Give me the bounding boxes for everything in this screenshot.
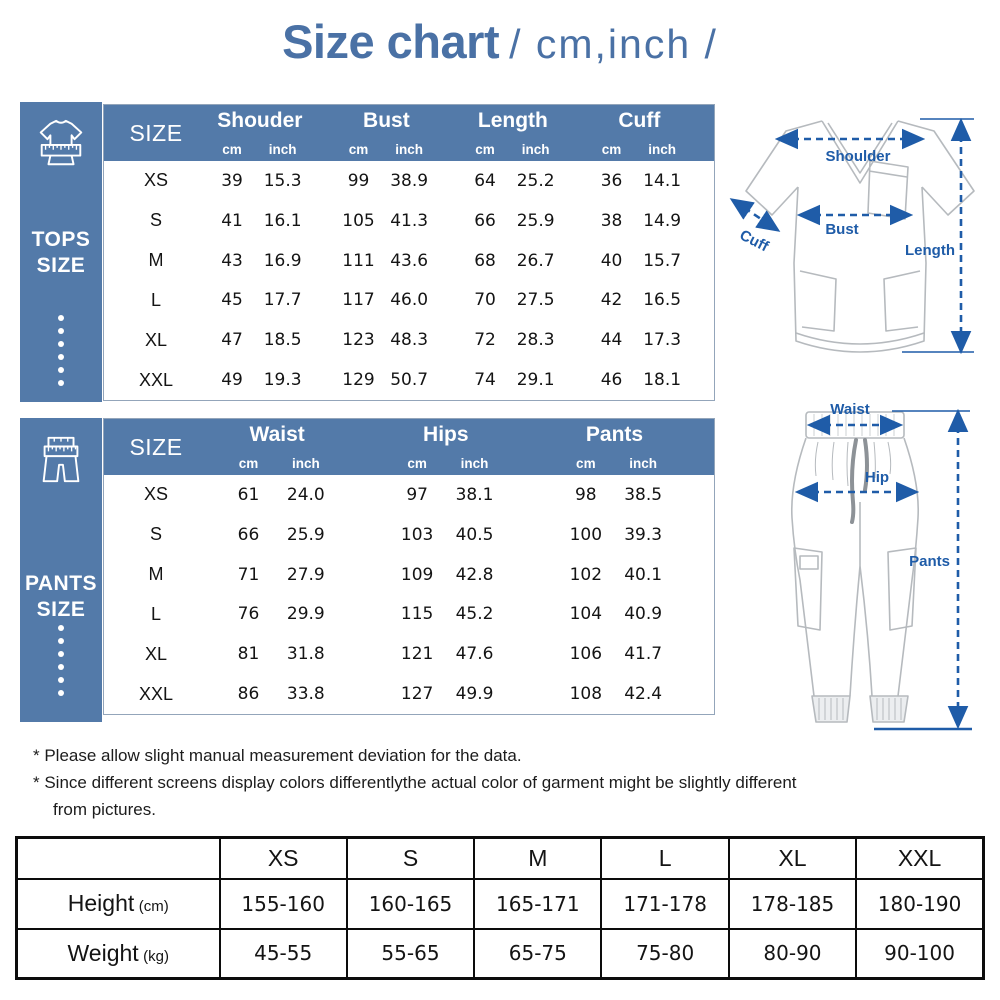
disclaimer-notes [33, 742, 983, 824]
note-line-3: from pictures. [53, 800, 156, 820]
pants-panel [20, 418, 102, 722]
weight-row: Weight (kg) 45-55 55-65 65-75 75-80 80-90 90-100 [17, 929, 984, 979]
pants-label: Pants [909, 553, 950, 570]
table-row: XL 47 18.5 123 48.3 72 28.3 44 17.3 [144, 329, 682, 351]
dotted-divider [58, 315, 64, 386]
table-row: M 71 27.9 109 42.8 102 40.1 [148, 564, 663, 585]
size-header-cell: XS [220, 838, 347, 879]
corner-cell [17, 838, 220, 879]
page-title [0, 14, 1000, 69]
height-row: Height (cm) 155-160 160-165 165-171 171-178 178-185 180-190 [17, 879, 984, 929]
tops-size-table [103, 104, 715, 401]
tops-table-header [104, 105, 714, 161]
column-group-shoulder: Shouder cm inch [217, 109, 303, 157]
hip-label: Hip [864, 469, 890, 486]
size-header-cell: S [347, 838, 474, 879]
column-group-waist: Waist cm inch [238, 423, 320, 471]
table-row: S 66 25.9 103 40.5 100 39.3 [149, 524, 663, 545]
size-header-cell: XL [729, 838, 856, 879]
size-header-cell: XXL [856, 838, 983, 879]
waist-label: Waist [830, 401, 870, 418]
row-label-cell: Weight (kg) [17, 929, 220, 979]
column-group-cuff: Cuff cm inch [601, 109, 677, 157]
dotted-divider [58, 625, 64, 696]
page-title-units: / cm,inch / [509, 21, 718, 67]
column-group-bust: Bust cm inch [348, 109, 424, 157]
size-header-cell: M [474, 838, 601, 879]
column-group-length: Length cm inch [475, 109, 550, 157]
table-row: XXL 86 33.8 127 49.9 108 42.4 [138, 683, 663, 705]
table-header-row [17, 838, 984, 879]
pants-size-table [103, 418, 715, 715]
tshirt-ruler-icon [34, 117, 88, 171]
scrub-pants-diagram [722, 398, 998, 740]
size-column-header: SIZE [129, 433, 183, 460]
height-weight-table [15, 836, 985, 980]
pants-ruler-icon [34, 433, 88, 487]
page-title-main: Size chart [282, 15, 500, 68]
table-row: L 76 29.9 115 45.2 104 40.9 [150, 603, 663, 625]
scrub-top-diagram [722, 103, 998, 400]
size-header-cell: L [601, 838, 728, 879]
note-line-1: * Please allow slight manual measurement deviation for the data. [33, 746, 522, 765]
table-row: XL 81 31.8 121 47.6 106 41.7 [144, 643, 663, 665]
table-row: L 45 17.7 117 46.0 70 27.5 42 16.5 [150, 289, 682, 311]
length-label: Length [905, 242, 955, 259]
pants-table-header [104, 419, 714, 475]
tops-panel-label: TOPS SIZE [31, 228, 91, 278]
tops-panel [20, 102, 102, 402]
column-group-pants: Pants cm inch [576, 423, 658, 471]
cuff-label: Cuff [736, 226, 772, 256]
table-row: S 41 16.1 105 41.3 66 25.9 38 14.9 [149, 210, 682, 231]
cuff-arrow [734, 201, 776, 229]
table-row: XXL 49 19.3 129 50.7 74 29.1 46 18.1 [138, 369, 682, 391]
size-column-header: SIZE [129, 119, 183, 146]
note-line-2: * Since different screens display colors differentlythe actual color of garment might be slightly different [33, 773, 797, 793]
table-row: XS 39 15.3 99 38.9 64 25.2 36 14.1 [143, 170, 682, 191]
column-group-hips: Hips cm inch [407, 423, 489, 471]
shoulder-label: Shoulder [825, 148, 891, 165]
table-row: M 43 16.9 111 43.6 68 26.7 40 15.7 [148, 250, 682, 271]
measurement-arrows [800, 411, 972, 729]
pants-panel-label: PANTS SIZE [24, 572, 98, 622]
row-label-cell: Height (cm) [17, 879, 220, 929]
bust-label: Bust [825, 221, 859, 238]
table-row: XS 61 24.0 97 38.1 98 38.5 [143, 484, 663, 505]
